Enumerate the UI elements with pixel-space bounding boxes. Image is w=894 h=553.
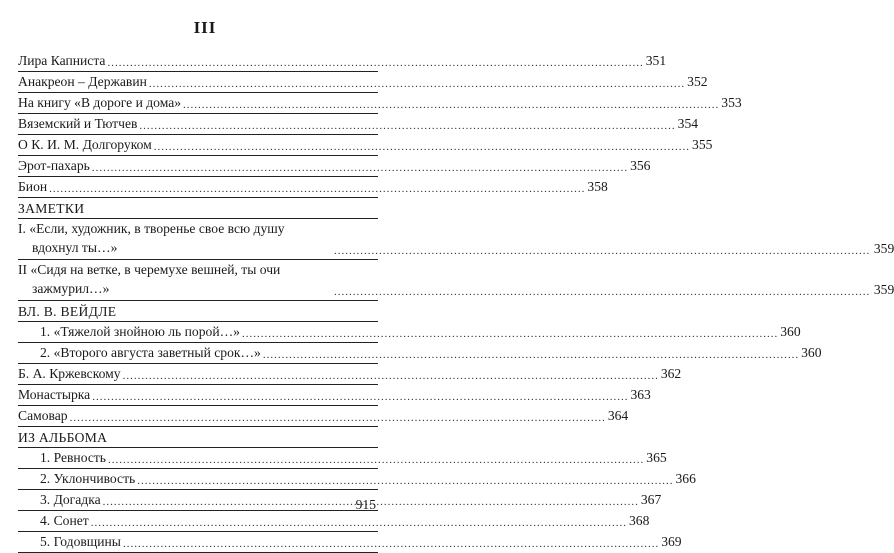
entry-page: 355: [692, 137, 713, 152]
entry-title-line2-wrap: [18, 239, 894, 259]
leader-dots: [154, 141, 690, 153]
entry-title: 1. «Тяжелой знойною ль порой…»: [40, 324, 240, 339]
toc-entry: [18, 343, 822, 364]
entry-title: Бион: [18, 179, 48, 194]
toc-entry-multiline: [18, 260, 894, 301]
entry-page: 360: [801, 345, 822, 360]
entry-title: Лира Капниста: [18, 53, 106, 68]
leader-dots: [70, 412, 606, 424]
entry-title: Монастырка: [18, 387, 91, 402]
toc-entry: [18, 448, 667, 469]
leader-dots: [139, 120, 675, 132]
entry-page: 353: [721, 95, 742, 110]
toc-entry: [18, 364, 682, 385]
toc-entry: [18, 156, 651, 177]
entry-title: 1. Ревность: [40, 450, 107, 465]
entry-page: 354: [677, 116, 699, 131]
entry-page: 352: [687, 74, 708, 89]
entry-page: 351: [645, 53, 667, 68]
entry-text-block: [18, 260, 894, 300]
leader-dots: [123, 370, 659, 382]
entry-title-line2: вдохнул ты…»: [32, 240, 118, 255]
leader-dots: [92, 162, 628, 174]
toc-entry: [18, 177, 608, 198]
leader-dots: [49, 183, 585, 195]
entry-title-line1: I. «Если, художник, в творенье свое всю душу: [18, 221, 285, 236]
group-heading-veidle: ВЛ. В. ВЕЙДЛЕ: [18, 301, 378, 322]
leader-dots: [149, 78, 685, 90]
entry-page: 356: [630, 158, 651, 173]
toc-entry: [18, 406, 629, 427]
entry-page: 358: [587, 179, 608, 194]
entry-title: 3. Догадка: [40, 492, 101, 507]
leader-dots: [107, 57, 643, 69]
entry-page: 360: [780, 324, 801, 339]
entry-page: 362: [660, 366, 682, 381]
toc-entry: [18, 532, 682, 553]
toc-group-a: [18, 51, 742, 198]
toc-entry: [18, 72, 708, 93]
leader-dots: [183, 99, 719, 111]
entry-page: 368: [628, 513, 650, 528]
leader-dots: [242, 328, 778, 340]
entry-title: Анакреон – Державин: [18, 74, 147, 89]
entry-page: 369: [661, 534, 682, 549]
entry-title: 2. «Второго августа заветный срок…»: [40, 345, 261, 360]
entry-title: Б. А. Кржевскому: [18, 366, 121, 381]
entry-title-line1: II «Сидя на ветке, в черемухе вешней, ты очи: [18, 262, 281, 277]
entry-page: 359: [873, 241, 894, 256]
entry-title: Самовар: [18, 408, 68, 423]
entry-page: 359: [873, 282, 894, 297]
entry-title: Вяземский и Тютчев: [18, 116, 138, 131]
toc-entry: [18, 51, 667, 72]
entry-title: 5. Годовщины: [40, 534, 121, 549]
leader-dots: [263, 349, 799, 361]
toc-entry: [18, 135, 713, 156]
entry-title: О К. И. М. Долгоруком: [18, 137, 152, 152]
toc-entry: [18, 322, 801, 343]
entry-page: 363: [630, 387, 651, 402]
entry-page: 365: [646, 450, 667, 465]
section-number: III: [193, 18, 217, 37]
group-heading-zametki: ЗАМЕТКИ: [18, 198, 378, 219]
leader-dots: [91, 517, 627, 529]
entry-title: 2. Уклончивость: [40, 471, 136, 486]
leader-dots: [108, 454, 644, 466]
leader-dots: [137, 475, 673, 487]
toc-entry: [18, 469, 696, 490]
table-of-contents: [18, 51, 894, 553]
toc-entry: [18, 114, 699, 135]
entry-page: 367: [640, 492, 662, 507]
leader-dots: [334, 286, 870, 298]
toc-entry: [18, 93, 742, 114]
entry-title: 4. Сонет: [40, 513, 89, 528]
leader-dots: [334, 245, 870, 257]
entry-title-line2: зажмурил…»: [32, 281, 110, 296]
entry-title: На книгу «В дороге и дома»: [18, 95, 182, 110]
group-heading-albom: ИЗ АЛЬБОМА: [18, 427, 378, 448]
entry-text-block: [18, 219, 894, 259]
toc-entry: [18, 490, 662, 511]
leader-dots: [123, 538, 659, 550]
toc-entry: [18, 511, 650, 532]
entry-title-line2-wrap: [18, 280, 894, 300]
toc-entry-multiline: [18, 219, 894, 260]
entry-title: Эрот-пахарь: [18, 158, 90, 173]
leader-dots: [92, 391, 628, 403]
toc-entry: [18, 385, 651, 406]
entry-page: 366: [675, 471, 696, 486]
page-number: 915: [355, 497, 376, 512]
entry-page: 364: [607, 408, 629, 423]
